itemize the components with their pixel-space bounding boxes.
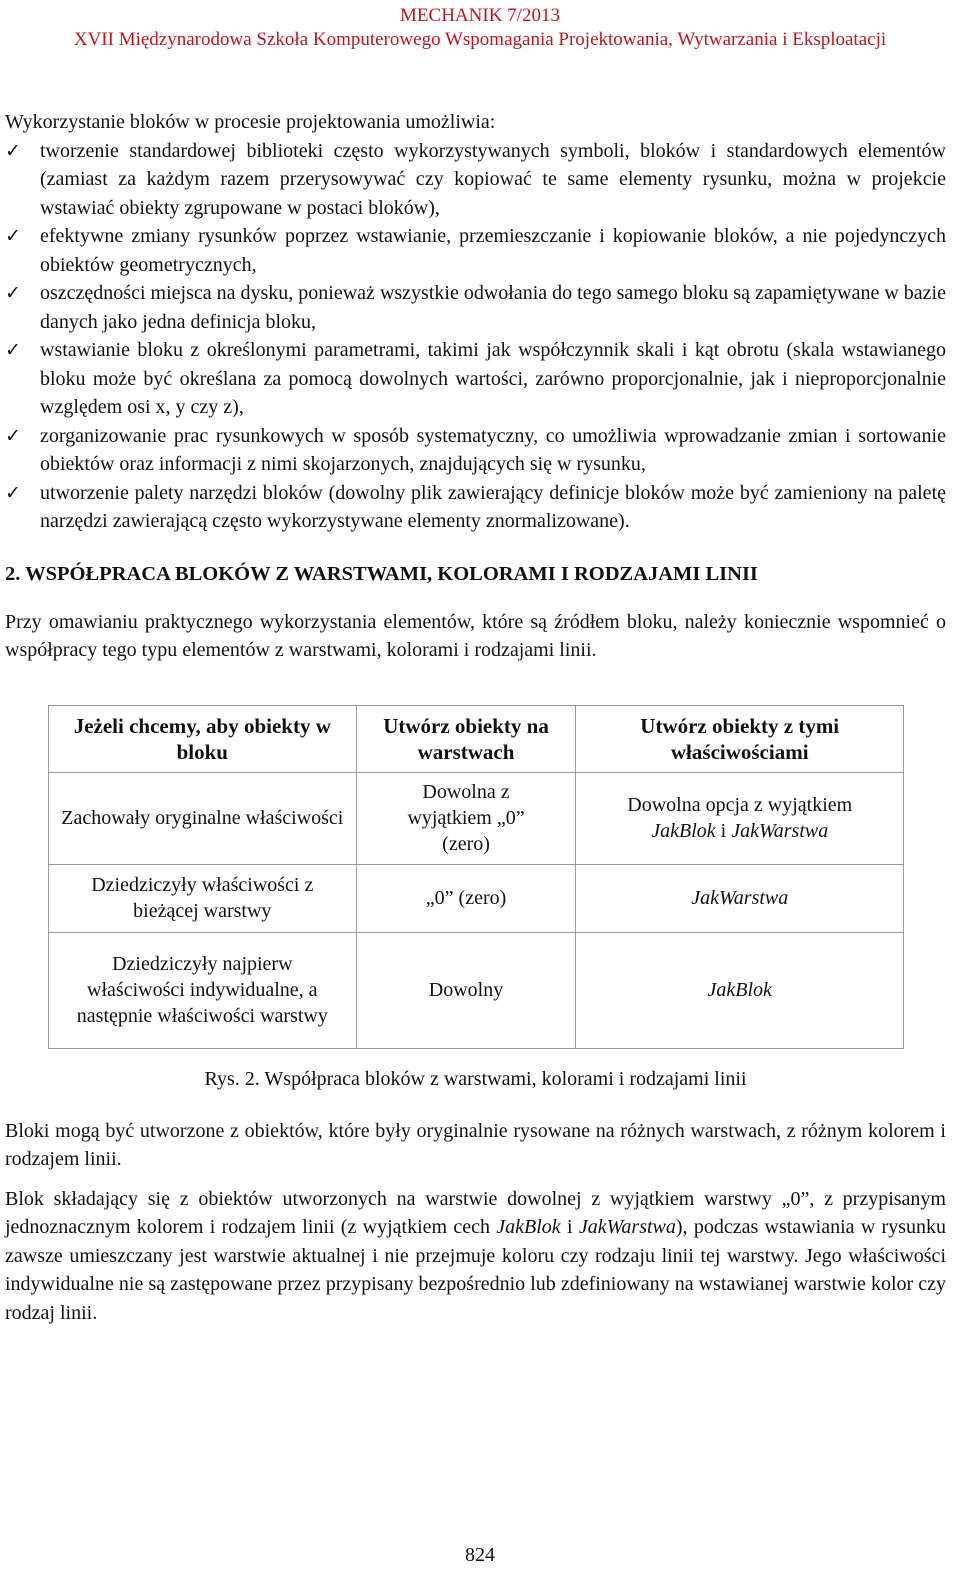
list-item: ✓ zorganizowanie prac rysunkowych w sposób systematyczny, co umożliwia wprowadzanie zmian i sortowanie obiektów oraz informacji z nimi skojarzonych, znajdujących się w rysunku,	[5, 422, 946, 479]
checkmark-icon: ✓	[5, 339, 21, 361]
table-header-cell: Jeżeli chcemy, aby obiekty w bloku	[49, 705, 357, 772]
list-item: ✓ utworzenie palety narzędzi bloków (dowolny plik zawierający definicje bloków może być zamieniony na paletę narzędzi zawierającą często wykorzystywane elementy znormalizowane).	[5, 479, 946, 536]
page-body	[5, 108, 946, 1327]
body-paragraph: Blok składający się z obiektów utworzonych na warstwie dowolnej z wyjątkiem warstwy „0”, z przypisanym jednoznacznym kolorem i rodzajem linii (z wyjątkiem cech JakBlok i JakWarstwa), podczas wstawiania w rysunku zawsze umieszczany jest warstwie aktualnej i nie przejmuje koloru czy rodzaju linii tej warstwy. Jego właściwości indywidualne nie są zastępowane przez przypisany bezpośrednio lub zdefiniowany na wstawianej warstwie kolor czy rodzaj linii.	[5, 1187, 946, 1324]
table-header-cell: Utwórz obiekty z tymi właściwościami	[576, 705, 904, 772]
table-cell: Dziedziczyły najpierw właściwości indywidualne, a następnie właściwości warstwy	[49, 932, 357, 1048]
table-cell: JakBlok	[576, 932, 904, 1048]
table-header-row	[49, 705, 904, 772]
journal-title: MECHANIK 7/2013	[400, 5, 560, 26]
checkmark-icon: ✓	[5, 424, 21, 447]
intro-paragraph: Wykorzystanie bloków w procesie projektowania umożliwia:	[5, 111, 496, 133]
conference-title: XVII Międzynarodowa Szkoła Komputerowego Wspomagania Projektowania, Wytwarzania i Eksploatacji	[73, 29, 887, 50]
table-cell: Dowolna opcja z wyjątkiem JakBlok i JakWarstwa	[576, 772, 904, 864]
benefits-list	[5, 137, 946, 536]
table-row	[49, 772, 904, 864]
section-paragraph: Przy omawianiu praktycznego wykorzystania elementów, które są źródłem bloku, należy koniecznie wspomnieć o współpracy tego typu elementów z warstwami, kolorami i rodzajami linii.	[5, 610, 946, 661]
journal-header	[0, 4, 960, 52]
table-row	[49, 932, 904, 1048]
list-item: ✓ efektywne zmiany rysunków poprzez wstawianie, przemieszczanie i kopiowanie bloków, a nie pojedynczych obiektów geometrycznych,	[5, 222, 946, 279]
table-header-cell: Utwórz obiekty na warstwach	[356, 705, 576, 772]
checkmark-icon: ✓	[5, 282, 21, 304]
table-cell: JakWarstwa	[576, 864, 904, 932]
checkmark-icon: ✓	[5, 139, 21, 162]
table-cell: Dowolny	[356, 932, 576, 1048]
list-item: ✓ oszczędności miejsca na dysku, ponieważ wszystkie odwołania do tego samego bloku są zapamiętywane w bazie danych jako jedna definicja bloku,	[5, 279, 946, 336]
body-paragraph: Bloki mogą być utworzone z obiektów, które były oryginalnie rysowane na różnych warstwach, z różnym kolorem i rodzajem linii.	[5, 1119, 946, 1170]
list-item: ✓ wstawianie bloku z określonymi parametrami, takimi jak współczynnik skali i kąt obrotu (skala wstawianego bloku może być określana za pomocą dowolnych wartości, zarówno proporcjonalnie, jak i nieproporcjonalnie względem osi x, y czy z),	[5, 336, 946, 422]
figure-caption: Rys. 2. Współpraca bloków z warstwami, kolorami i rodzajami linii	[204, 1067, 747, 1090]
table-cell: „0” (zero)	[356, 864, 576, 932]
table-cell: Dowolna z wyjątkiem „0” (zero)	[356, 772, 576, 864]
figure-table	[48, 705, 904, 1049]
checkmark-icon: ✓	[5, 225, 21, 247]
table-row	[49, 864, 904, 932]
page-number: 824	[465, 1544, 495, 1566]
section-heading: 2. WSPÓŁPRACA BLOKÓW Z WARSTWAMI, KOLORAMI I RODZAJAMI LINII	[5, 562, 758, 585]
checkmark-icon: ✓	[5, 481, 21, 504]
list-item: ✓ tworzenie standardowej biblioteki często wykorzystywanych symboli, bloków i standardowych elementów (zamiast za każdym razem przerysowywać czy kopiować te same elementy rysunku, można w projekcie wstawiać obiekty zgrupowane w postaci bloków),	[5, 137, 946, 223]
table-cell: Zachowały oryginalne właściwości	[49, 772, 357, 864]
table-cell: Dziedziczyły właściwości z bieżącej warstwy	[49, 864, 357, 932]
